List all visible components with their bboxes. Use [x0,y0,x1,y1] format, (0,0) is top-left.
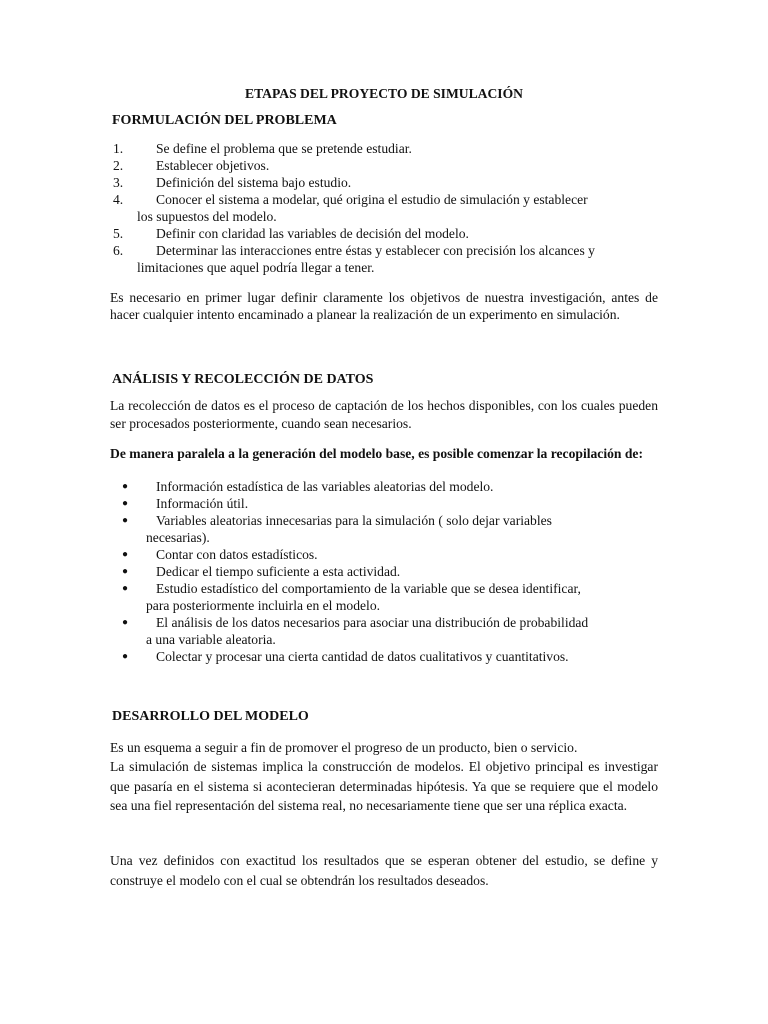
bullet-icon: ● [122,549,129,560]
section-heading-formulacion: FORMULACIÓN DEL PROBLEMA [112,113,337,128]
list-item: ● El análisis de los datos necesarios para asociar una distribución de probabilidad a una variable aleatoria. [122,615,589,647]
list-item: ● Estudio estadístico del comportamiento de la variable que se desea identificar, para posteriormente incluirla en el modelo. [122,581,581,613]
paragraph: Una vez definidos con exactitud los resultados que se esperan obtener del estudio, se define y construye el modelo con el cual se obtendrán los resultados deseados. [110,853,658,888]
list-item: ● Dedicar el tiempo suficiente a esta actividad. [122,564,401,579]
list-item: 1. Se define el problema que se pretende estudiar. [113,141,412,156]
list-item: ● Colectar y procesar una cierta cantidad de datos cualitativos y cuantitativos. [122,649,569,664]
bullet-icon: ● [122,583,129,594]
paragraph: La simulación de sistemas implica la construcción de modelos. El objetivo principal es investigar que pasaría en el sistema si acontecieran determinadas hipótesis. Ya que se requiere que el modelo sea una fiel representación del sistema real, no necesariamente tiene que ser una réplica exacta. [110,759,658,813]
paragraph: Es necesario en primer lugar definir claramente los objetivos de nuestra investigación, antes de hacer cualquier intento encaminado a planear la realización de un experimento en simulación. [110,290,658,322]
bullet-icon: ● [122,498,129,509]
paragraph: Es un esquema a seguir a fin de promover el progreso de un producto, bien o servicio. [110,740,578,755]
bold-intro: De manera paralela a la generación del modelo base, es posible comenzar la recopilación de: [110,446,643,461]
list-item: 4. Conocer el sistema a modelar, qué origina el estudio de simulación y establecer los supuestos del modelo. [113,192,588,224]
bullet-icon: ● [122,481,129,492]
bullet-icon: ● [122,515,129,526]
list-item: 5. Definir con claridad las variables de decisión del modelo. [113,226,469,241]
list-item: ● Información estadística de las variables aleatorias del modelo. [122,479,494,494]
bullet-icon: ● [122,651,129,662]
section-heading-analisis: ANÁLISIS Y RECOLECCIÓN DE DATOS [112,372,374,387]
list-item: 3. Definición del sistema bajo estudio. [113,175,352,190]
document-title: ETAPAS DEL PROYECTO DE SIMULACIÓN [245,86,523,101]
list-item: ● Variables aleatorias innecesarias para la simulación ( solo dejar variables necesarias). [122,513,552,545]
list-item: ● Información útil. [122,496,249,511]
list-item: 2. Establecer objetivos. [113,158,270,173]
bullet-icon: ● [122,566,129,577]
numbered-list [110,140,658,276]
paragraph: La recolección de datos es el proceso de captación de los hechos disponibles, con los cuales pueden ser procesados posteriormente, cuando sean necesarios. [110,398,658,431]
list-item: ● Contar con datos estadísticos. [122,547,318,562]
list-item: 6. Determinar las interacciones entre éstas y establecer con precisión los alcances y limitaciones que aquel podría llegar a tener. [113,243,595,275]
bullet-icon: ● [122,617,129,628]
section-heading-desarrollo: DESARROLLO DEL MODELO [112,709,309,724]
bullet-list [110,478,658,665]
